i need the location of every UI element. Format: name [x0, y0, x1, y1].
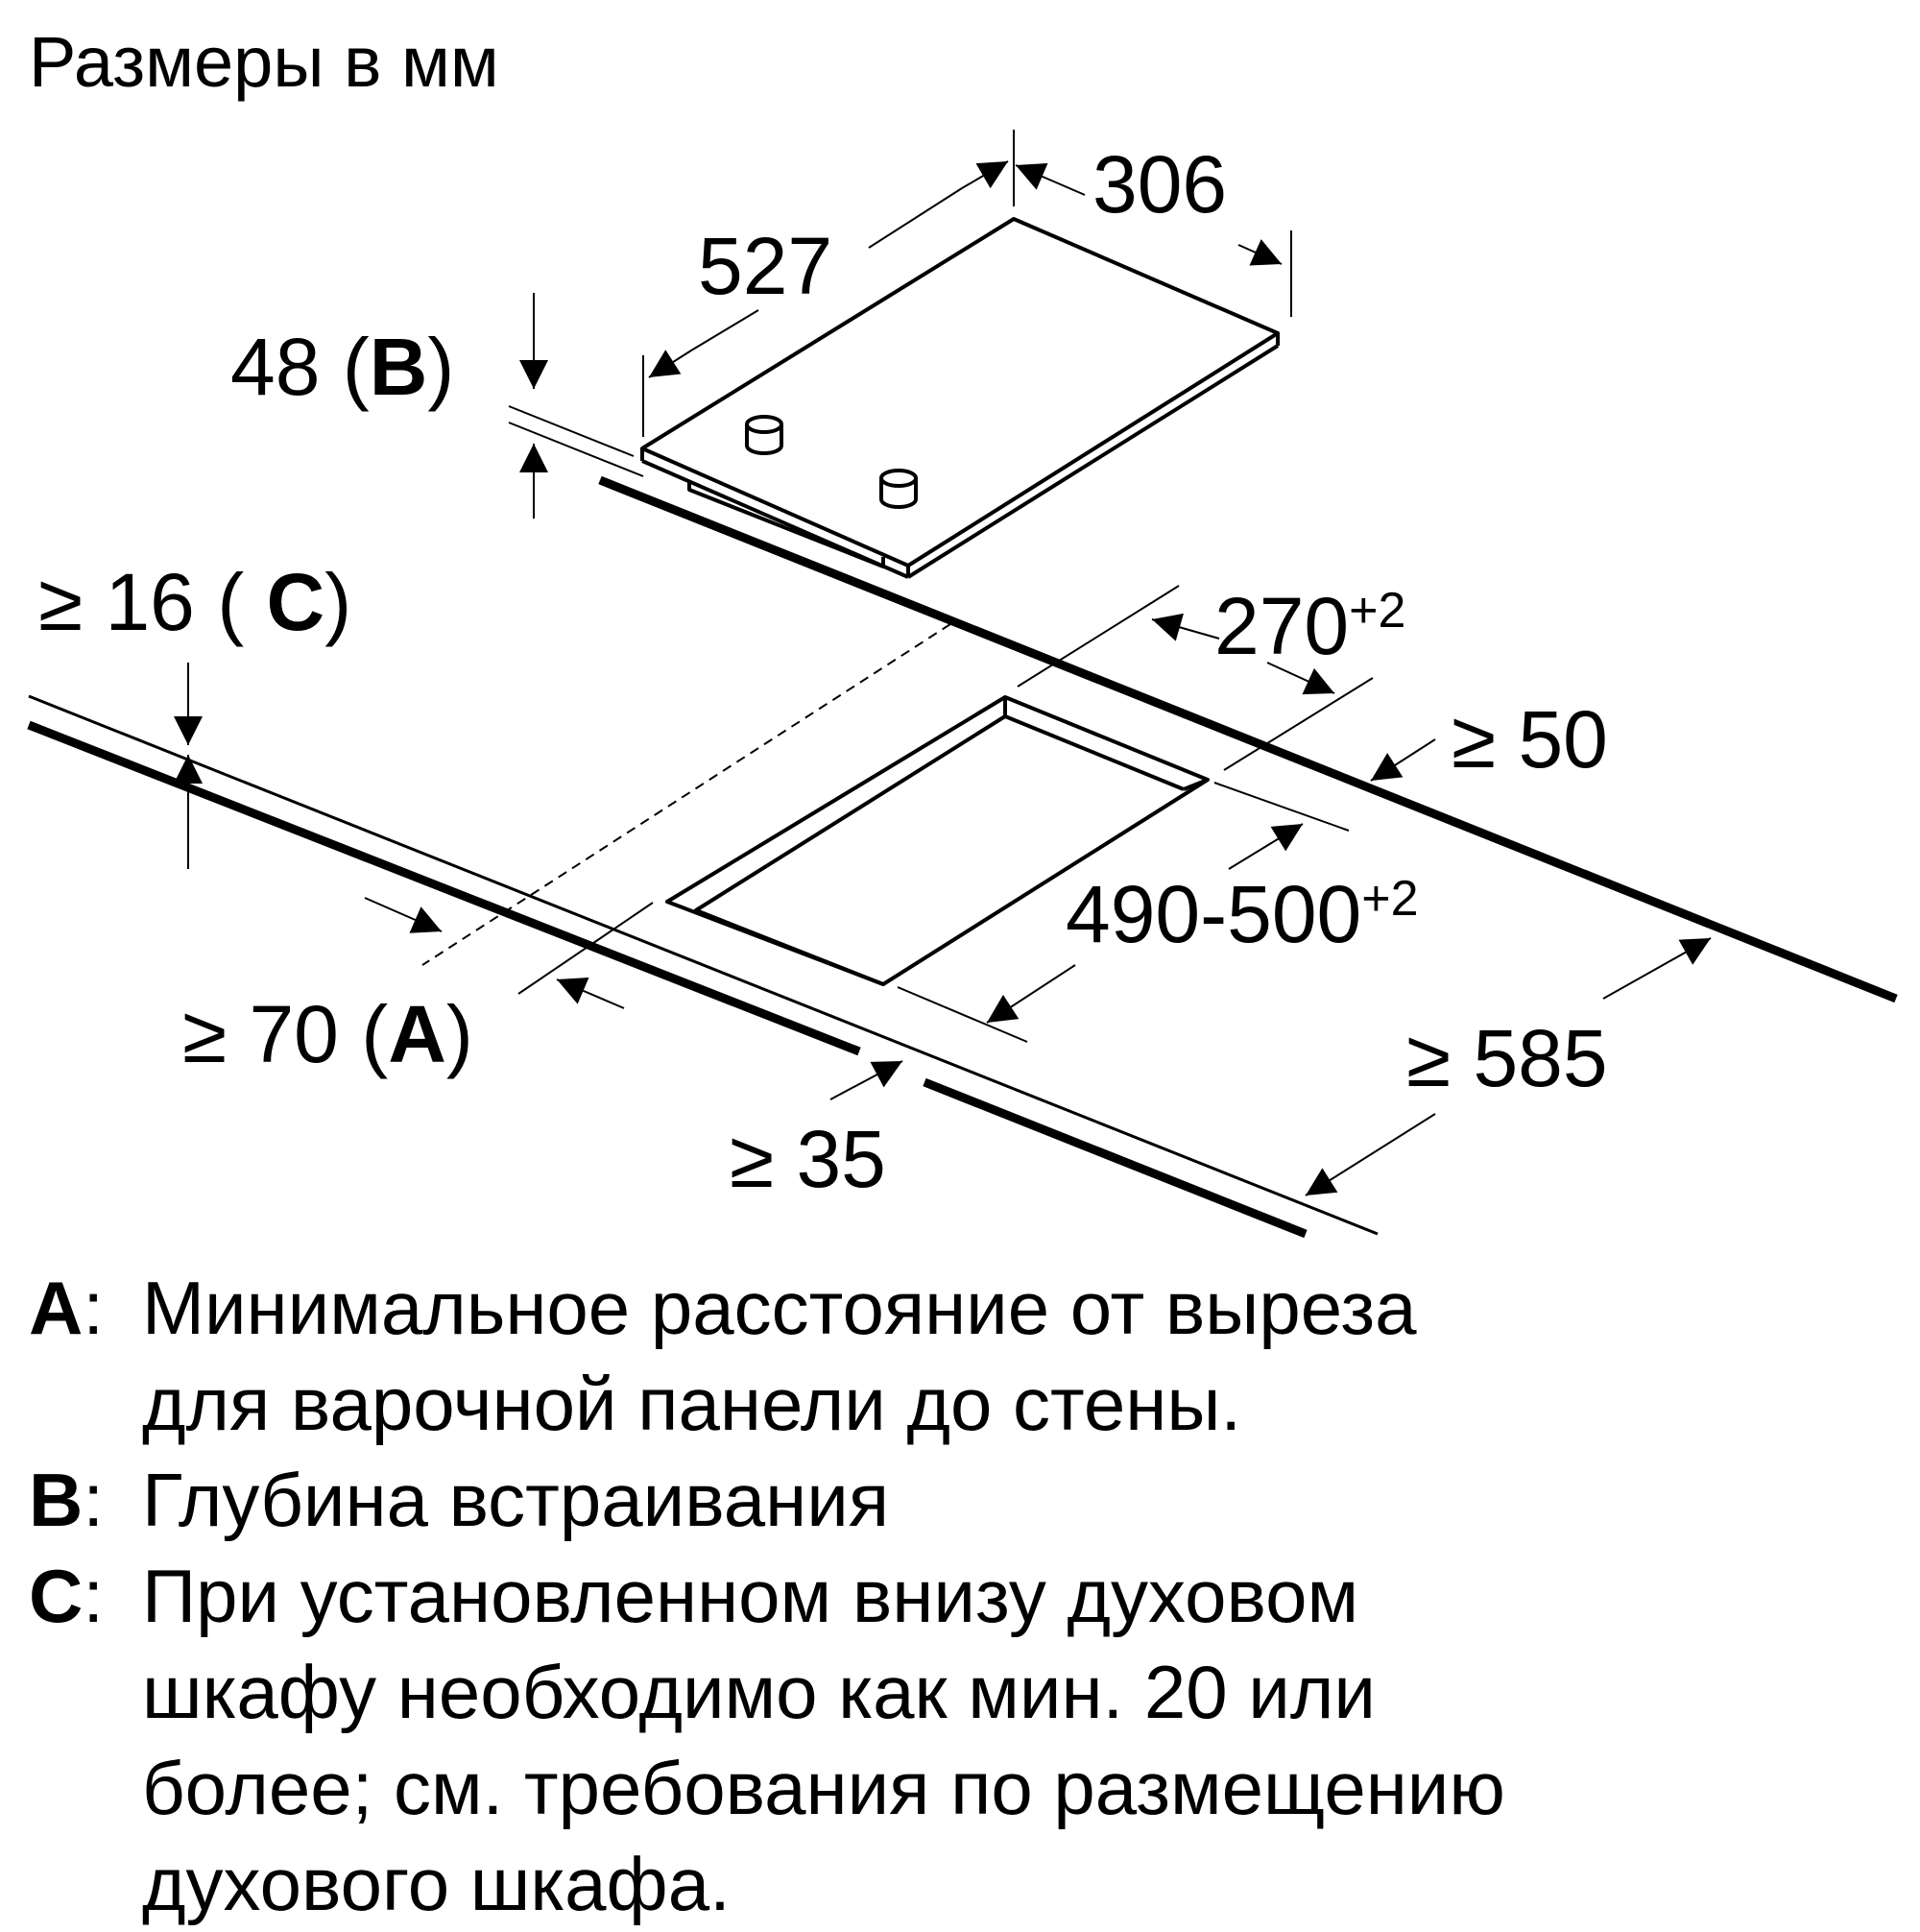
label-306: 306 [1092, 139, 1228, 229]
worktop-front-upper [29, 696, 1378, 1234]
dim-48 [509, 293, 643, 519]
legend-item-b: B: Глубина встраивания [29, 1458, 890, 1542]
legend-item-a: A: Минимальное расстояние от выреза для варочной панели до стены. [29, 1266, 1417, 1446]
label-490: $490-500^{+2}$ [1066, 869, 1419, 959]
label-70: ≥ 70 (A) [182, 989, 473, 1079]
label-50: ≥ 50 [1452, 694, 1608, 785]
legend [29, 1260, 1505, 1932]
dim-35 [830, 1061, 902, 1099]
dim-50 [1371, 739, 1435, 781]
label-16: ≥ 16 ( C) [38, 557, 352, 647]
label-270: $270^{+2}$ [1214, 581, 1406, 671]
label-585: ≥ 585 [1406, 1013, 1608, 1103]
page-title: Размеры в мм [29, 22, 499, 102]
knob-icon [747, 417, 916, 507]
label-527: 527 [698, 221, 833, 311]
label-35: ≥ 35 [730, 1114, 886, 1204]
label-48: 48 (B) [230, 322, 455, 412]
worktop-front-lower-right [924, 1082, 1306, 1234]
legend-item-c: C: При установленном внизу духовом шкафу необходимо как мин. 20 или более; см. требования по размещению духового шкафа. [29, 1554, 1505, 1926]
